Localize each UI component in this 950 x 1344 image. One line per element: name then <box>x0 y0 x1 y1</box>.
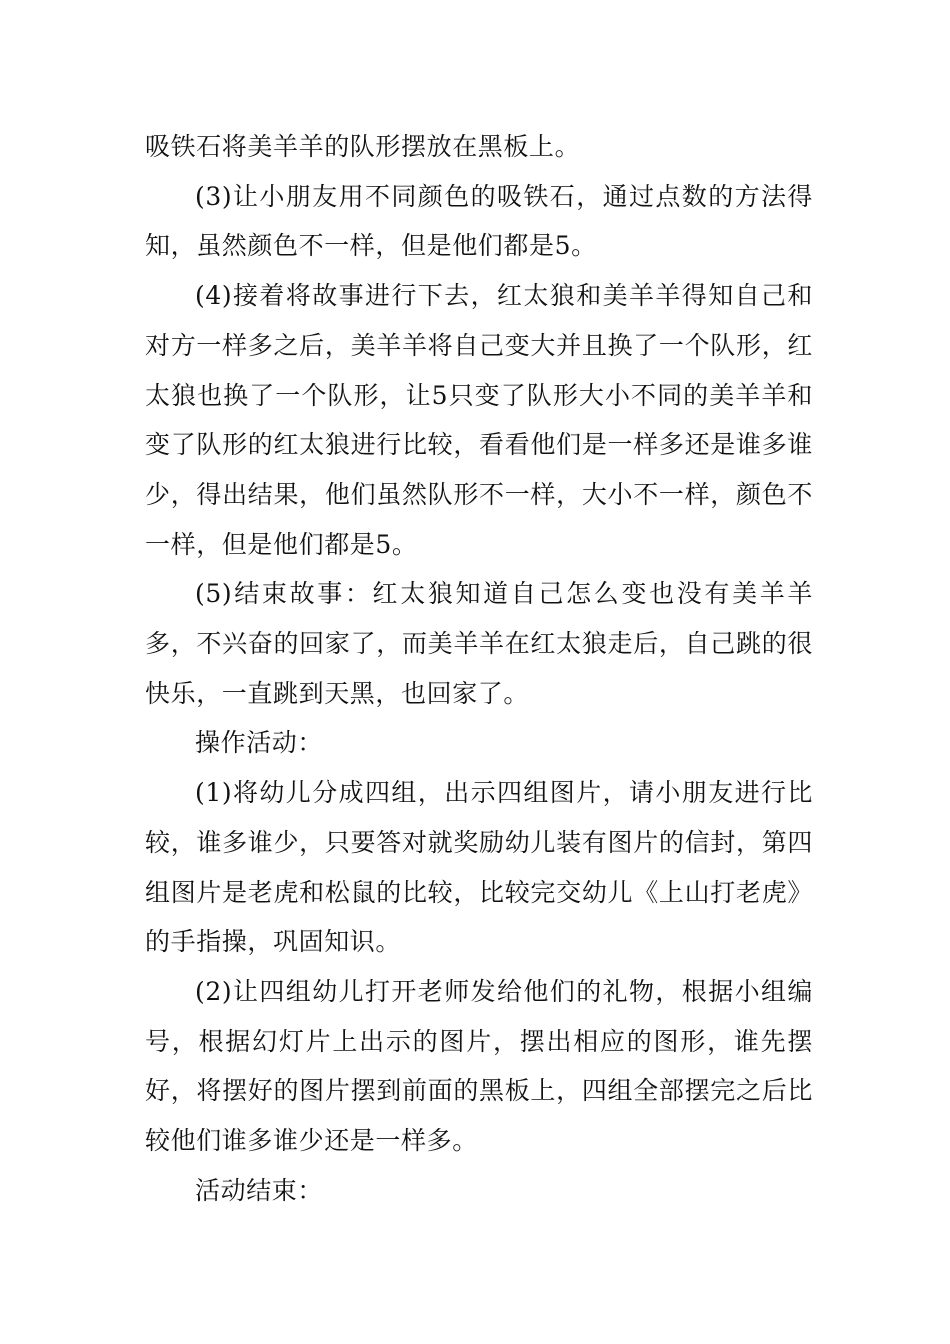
paragraph-2: (3)让小朋友用不同颜色的吸铁石，通过点数的方法得知，虽然颜色不一样，但是他们都是5。 <box>145 181 813 261</box>
section-heading-end: 活动结束： <box>195 1175 324 1205</box>
paragraph-5: (1)将幼儿分成四组，出示四组图片，请小朋友进行比较，谁多谁少，只要答对就奖励幼儿装有图片的信封，第四组图片是老虎和松鼠的比较，比较完交幼儿《上山打老虎》的手指操，巩固知识。 <box>145 778 813 957</box>
section-heading-operation: 操作活动： <box>195 728 324 758</box>
document-body <box>145 122 813 1215</box>
paragraph-3: (4)接着将故事进行下去，红太狼和美羊羊得知自己和对方一样多之后，美羊羊将自己变大并且换了一个队形，红太狼也换了一个队形，让5只变了队形大小不同的美羊羊和变了队形的红太狼进行比较，看看他们是一样多还是谁多谁少，得出结果，他们虽然队形不一样，大小不一样，颜色不一样，但是他们都是5。 <box>145 281 813 559</box>
paragraph-1: 吸铁石将美羊羊的队形摆放在黑板上。 <box>145 132 581 161</box>
paragraph-6: (2)让四组幼儿打开老师发给他们的礼物，根据小组编号，根据幻灯片上出示的图片，摆出相应的图形，谁先摆好，将摆好的图片摆到前面的黑板上，四组全部摆完之后比较他们谁多谁少还是一样多。 <box>145 976 813 1156</box>
paragraph-4: (5)结束故事：红太狼知道自己怎么变也没有美羊羊多，不兴奋的回家了，而美羊羊在红太狼走后，自己跳的很快乐，一直跳到天黑，也回家了。 <box>145 579 813 708</box>
